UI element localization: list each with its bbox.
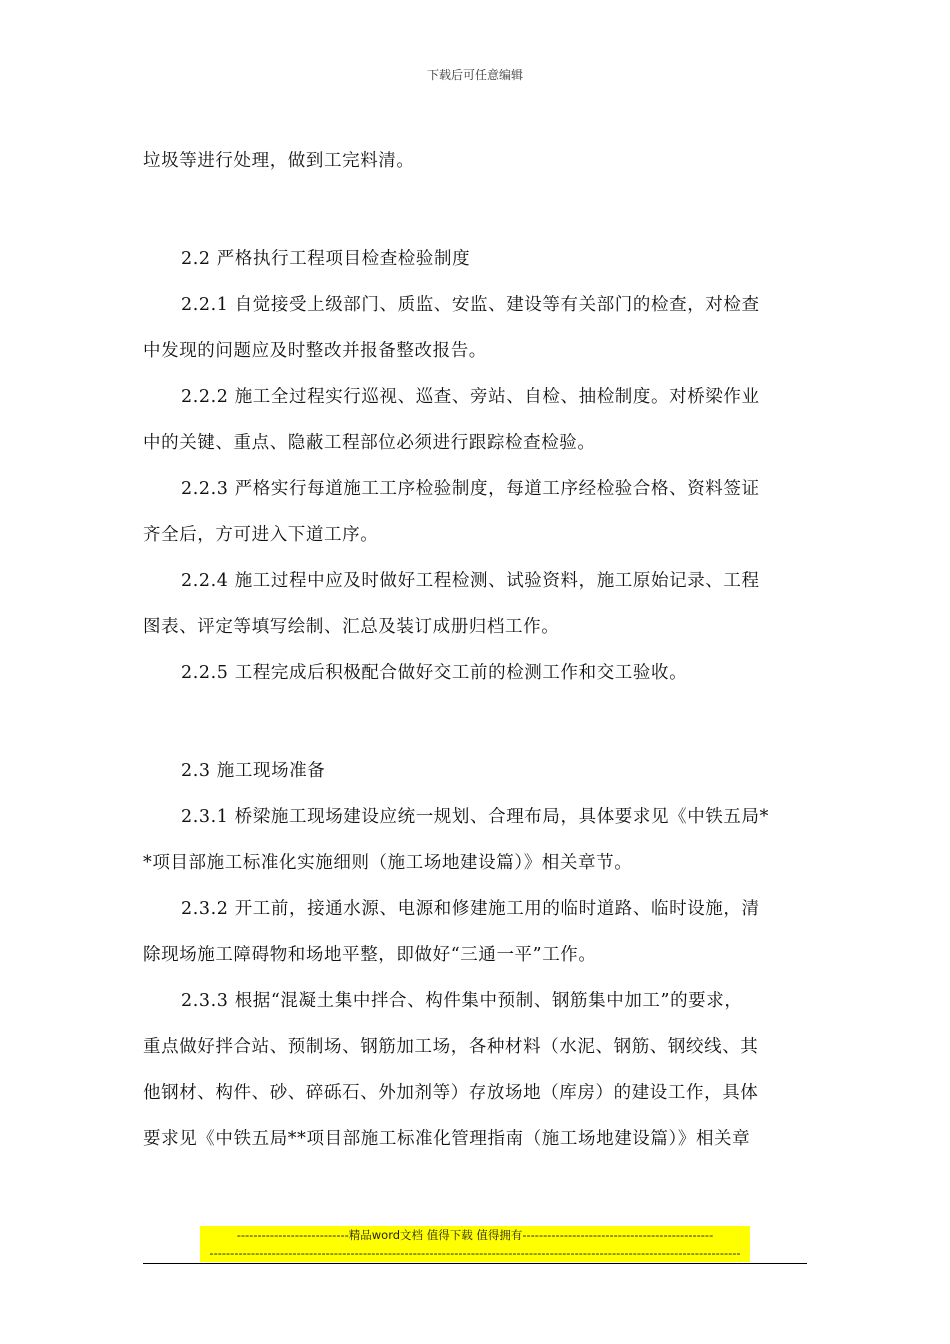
header-note: 下载后可任意编辑 [426,68,523,82]
footer-banner-dashes: -------------------------------------------------------------------------------------------------------------------------------- [209,1246,741,1260]
footer-banner [200,1226,750,1262]
paragraph-line: 2.2.2 施工全过程实行巡视、巡查、旁站、自检、抽检制度。对桥梁作业 [181,387,760,407]
paragraph-line: 2.2.1 自觉接受上级部门、质监、安监、建设等有关部门的检查，对检查 [181,295,760,315]
paragraph-line: 2.2.5 工程完成后积极配合做好交工前的检测工作和交工验收。 [181,663,688,683]
paragraph-line: 中的关键、重点、隐蔽工程部位必须进行跟踪检查检验。 [143,433,596,453]
paragraph-line: 重点做好拌合站、预制场、钢筋加工场，各种材料（水泥、钢筋、钢绞线、其 [143,1037,759,1057]
paragraph-line: 图表、评定等填写绘制、汇总及装订成册归档工作。 [143,617,560,637]
paragraph-line: 垃圾等进行处理，做到工完料清。 [143,151,415,171]
section-heading-2-3: 2.3 施工现场准备 [181,761,326,781]
paragraph-line: 齐全后，方可进入下道工序。 [143,525,379,545]
footer-banner-text: ---------------------------精品word文档 值得下载 值得拥有---------------------------------------------- [236,1228,714,1242]
paragraph-line: 除现场施工障碍物和场地平整，即做好“三通一平”工作。 [143,945,597,965]
paragraph-line: 中发现的问题应及时整改并报备整改报告。 [143,341,487,361]
paragraph-line: 2.3.3 根据“混凝土集中拌合、构件集中预制、钢筋集中加工”的要求， [181,991,743,1011]
footer-divider [143,1263,807,1264]
paragraph-line: 2.2.3 严格实行每道施工工序检验制度，每道工序经检验合格、资料签证 [181,479,760,499]
paragraph-line: 要求见《中铁五局**项目部施工标准化管理指南（施工场地建设篇）》相关章 [143,1129,751,1149]
paragraph-gap [143,696,807,748]
paragraph-line: 2.2.4 施工过程中应及时做好工程检测、试验资料，施工原始记录、工程 [181,571,760,591]
paragraph-gap [143,184,807,236]
document-body [143,138,807,1162]
paragraph-line: 2.3.1 桥梁施工现场建设应统一规划、合理布局，具体要求见《中铁五局* [181,807,769,827]
paragraph-line: *项目部施工标准化实施细则（施工场地建设篇）》相关章节。 [143,853,633,873]
paragraph-line: 他钢材、构件、砂、碎砾石、外加剂等）存放场地（库房）的建设工作，具体 [143,1083,759,1103]
section-heading-2-2: 2.2 严格执行工程项目检查检验制度 [181,249,471,269]
paragraph-line: 2.3.2 开工前，接通水源、电源和修建施工用的临时道路、临时设施，清 [181,899,760,919]
